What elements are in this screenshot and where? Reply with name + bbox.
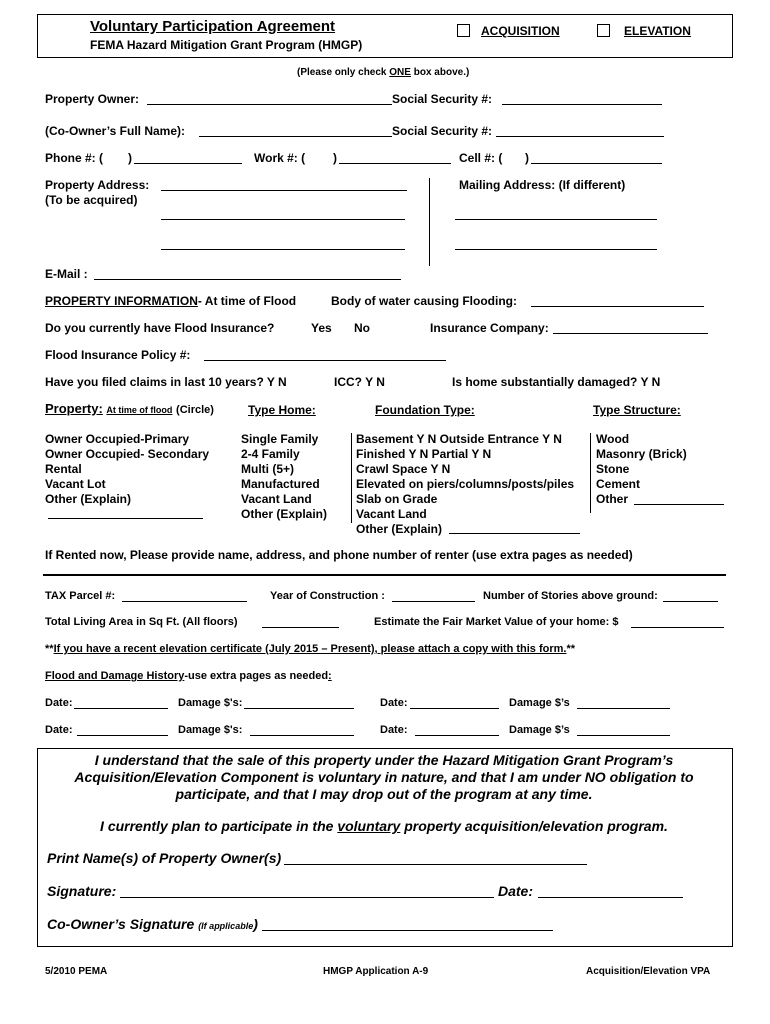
policy-label: Flood Insurance Policy #: bbox=[45, 348, 191, 362]
tax-parcel-label: TAX Parcel #: bbox=[45, 590, 116, 602]
section-divider bbox=[43, 574, 726, 576]
occupancy-list bbox=[45, 432, 209, 507]
mailing-address-label: Mailing Address: (If different) bbox=[459, 178, 626, 192]
phone-field[interactable] bbox=[134, 163, 242, 164]
occupancy-other-field[interactable] bbox=[48, 518, 203, 519]
market-value-field[interactable] bbox=[631, 627, 724, 628]
home-type-option[interactable]: Multi (5+) bbox=[241, 462, 294, 476]
print-name-label: Print Name(s) of Property Owner(s) bbox=[47, 850, 282, 866]
home-type-option[interactable]: Single Family bbox=[241, 432, 319, 446]
work-paren: ) bbox=[333, 151, 337, 165]
work-label: Work #: ( bbox=[254, 151, 306, 165]
structure-other-field[interactable] bbox=[634, 504, 724, 505]
history-date-label: Date: bbox=[45, 724, 73, 736]
foundation-header: Foundation Type: bbox=[375, 403, 475, 417]
cell-field[interactable] bbox=[531, 163, 662, 164]
insurance-company-field[interactable] bbox=[553, 333, 708, 334]
history-damage-field[interactable] bbox=[244, 708, 354, 709]
email-field[interactable] bbox=[94, 279, 401, 280]
foundation-option[interactable]: Elevated on piers/columns/posts/piles bbox=[356, 477, 575, 491]
history-damage-label: Damage $’s bbox=[509, 724, 570, 736]
history-date-field[interactable] bbox=[77, 735, 168, 736]
history-date-field[interactable] bbox=[410, 708, 499, 709]
property-types-heading: Property: At time of flood (Circle) bbox=[45, 401, 214, 416]
property-address-label: Property Address: bbox=[45, 178, 150, 192]
damaged-question: Is home substantially damaged? Y N bbox=[452, 375, 661, 389]
home-types-list bbox=[241, 432, 327, 522]
ssn-label: Social Security #: bbox=[392, 92, 493, 106]
body-of-water-label: Body of water causing Flooding: bbox=[331, 294, 517, 308]
elevation-label: ELEVATION bbox=[624, 24, 691, 38]
year-construction-label: Year of Construction : bbox=[270, 590, 385, 602]
history-damage-label: Damage $'s: bbox=[178, 697, 243, 709]
insurance-yes[interactable]: Yes bbox=[311, 321, 332, 335]
signature-label: Signature: bbox=[47, 883, 117, 899]
history-date-field[interactable] bbox=[415, 735, 499, 736]
co-owner-signature-field[interactable] bbox=[262, 930, 553, 931]
elevation-certificate-note: **If you have a recent elevation certificate (July 2015 – Present), please attach a copy with this form.** bbox=[45, 643, 576, 655]
home-type-option[interactable]: Vacant Land bbox=[241, 492, 312, 506]
home-type-option[interactable]: Other (Explain) bbox=[241, 507, 328, 521]
property-address-line-1[interactable] bbox=[161, 190, 407, 191]
form-title: Voluntary Participation Agreement bbox=[90, 18, 336, 35]
signature-date-label: Date: bbox=[498, 883, 534, 899]
phone-paren: ) bbox=[128, 151, 132, 165]
address-divider bbox=[429, 178, 430, 266]
mailing-address-line-1[interactable] bbox=[455, 219, 657, 220]
signature-field[interactable] bbox=[120, 897, 494, 898]
structure-list bbox=[596, 432, 687, 507]
structure-divider bbox=[590, 433, 591, 513]
structure-option[interactable]: Masonry (Brick) bbox=[596, 447, 687, 461]
co-owner-ssn-label: Social Security #: bbox=[392, 124, 493, 138]
cell-label: Cell #: ( bbox=[459, 151, 503, 165]
history-date-label: Date: bbox=[380, 697, 408, 709]
occupancy-option[interactable]: Owner Occupied- Secondary bbox=[45, 447, 210, 461]
foundation-option[interactable]: Crawl Space Y N bbox=[356, 462, 451, 476]
phone-label: Phone #: ( bbox=[45, 151, 104, 165]
icc-question: ICC? Y N bbox=[334, 375, 385, 389]
history-damage-field[interactable] bbox=[577, 735, 670, 736]
occupancy-option[interactable]: Vacant Lot bbox=[45, 477, 106, 491]
footer-right: Acquisition/Elevation VPA bbox=[586, 966, 711, 977]
foundation-left-divider bbox=[351, 433, 352, 523]
history-damage-label: Damage $'s: bbox=[178, 724, 243, 736]
history-damage-field[interactable] bbox=[250, 735, 354, 736]
structure-option[interactable]: Wood bbox=[596, 432, 630, 446]
living-area-label: Total Living Area in Sq Ft. (All floors) bbox=[45, 616, 238, 628]
property-address-line-2[interactable] bbox=[161, 219, 405, 220]
property-info-heading: PROPERTY INFORMATION- At time of Flood bbox=[45, 294, 297, 308]
stories-field[interactable] bbox=[663, 601, 718, 602]
form-subtitle: FEMA Hazard Mitigation Grant Program (HMGP) bbox=[90, 38, 363, 52]
print-name-field[interactable] bbox=[284, 864, 587, 865]
history-date-field[interactable] bbox=[74, 708, 168, 709]
mailing-address-line-2[interactable] bbox=[455, 249, 657, 250]
living-area-field[interactable] bbox=[262, 627, 339, 628]
acquisition-label: ACQUISITION bbox=[481, 24, 560, 38]
renter-instructions: If Rented now, Please provide name, address, and phone number of renter (use extra pages as needed) bbox=[45, 548, 633, 562]
home-type-option[interactable]: 2-4 Family bbox=[241, 447, 300, 461]
check-one-note: (Please only check ONE box above.) bbox=[297, 67, 470, 78]
co-owner-field[interactable] bbox=[199, 136, 392, 137]
structure-option[interactable]: Stone bbox=[596, 462, 630, 476]
email-label: E-Mail : bbox=[45, 267, 88, 281]
property-address-sublabel: (To be acquired) bbox=[45, 193, 138, 207]
history-heading: Flood and Damage History-use extra pages as needed: bbox=[45, 670, 332, 682]
history-damage-field[interactable] bbox=[577, 708, 670, 709]
stories-label: Number of Stories above ground: bbox=[483, 590, 658, 602]
body-of-water-field[interactable] bbox=[531, 306, 704, 307]
history-date-label: Date: bbox=[45, 697, 73, 709]
co-owner-label: (Co-Owner’s Full Name): bbox=[45, 124, 186, 138]
flood-insurance-question: Do you currently have Flood Insurance? bbox=[45, 321, 275, 335]
co-owner-signature-label: Co-Owner’s Signature (If applicable) bbox=[47, 916, 258, 932]
insurance-no[interactable]: No bbox=[354, 321, 370, 335]
structure-option[interactable]: Cement bbox=[596, 477, 641, 491]
structure-header: Type Structure: bbox=[593, 403, 681, 417]
year-construction-field[interactable] bbox=[392, 601, 475, 602]
foundation-option[interactable]: Finished Y N Partial Y N bbox=[356, 447, 492, 461]
market-value-label: Estimate the Fair Market Value of your home: $ bbox=[374, 616, 619, 628]
foundation-other-field[interactable] bbox=[449, 533, 580, 534]
agreement-statement: I understand that the sale of this property under the Hazard Mitigation Grant Program’s Acquisition/Elevation Component is voluntary in nature, and that I am under NO obligation to participate, and that I may drop out of the program at any time. bbox=[74, 752, 694, 802]
tax-parcel-field[interactable] bbox=[122, 601, 247, 602]
occupancy-option[interactable]: Owner Occupied-Primary bbox=[45, 432, 190, 446]
insurance-company-label: Insurance Company: bbox=[430, 321, 549, 335]
history-damage-label: Damage $’s bbox=[509, 697, 570, 709]
occupancy-option[interactable]: Rental bbox=[45, 462, 82, 476]
footer-left: 5/2010 PEMA bbox=[45, 966, 108, 977]
elevation-checkbox[interactable] bbox=[597, 24, 610, 37]
foundation-option[interactable]: Slab on Grade bbox=[356, 492, 438, 506]
policy-field[interactable] bbox=[204, 360, 446, 361]
home-type-option[interactable]: Manufactured bbox=[241, 477, 320, 491]
participation-statement: I currently plan to participate in the voluntary property acquisition/elevation program. bbox=[100, 818, 668, 834]
acquisition-checkbox[interactable] bbox=[457, 24, 470, 37]
footer-center: HMGP Application A-9 bbox=[323, 966, 429, 977]
foundation-list bbox=[356, 432, 574, 537]
ssn-field[interactable] bbox=[502, 104, 662, 105]
occupancy-option[interactable]: Other (Explain) bbox=[45, 492, 132, 506]
cell-paren: ) bbox=[525, 151, 529, 165]
foundation-option[interactable]: Other (Explain) bbox=[356, 522, 443, 536]
property-address-line-3[interactable] bbox=[161, 249, 405, 250]
foundation-option[interactable]: Vacant Land bbox=[356, 507, 427, 521]
foundation-option[interactable]: Basement Y N Outside Entrance Y N bbox=[356, 432, 562, 446]
claims-question: Have you filed claims in last 10 years? Y N bbox=[45, 375, 287, 389]
co-owner-ssn-field[interactable] bbox=[496, 136, 664, 137]
property-owner-label: Property Owner: bbox=[45, 92, 140, 106]
work-field[interactable] bbox=[339, 163, 451, 164]
property-owner-field[interactable] bbox=[147, 104, 392, 105]
structure-option[interactable]: Other bbox=[596, 492, 629, 506]
history-date-label: Date: bbox=[380, 724, 408, 736]
type-home-header: Type Home: bbox=[248, 403, 316, 417]
signature-date-field[interactable] bbox=[538, 897, 683, 898]
